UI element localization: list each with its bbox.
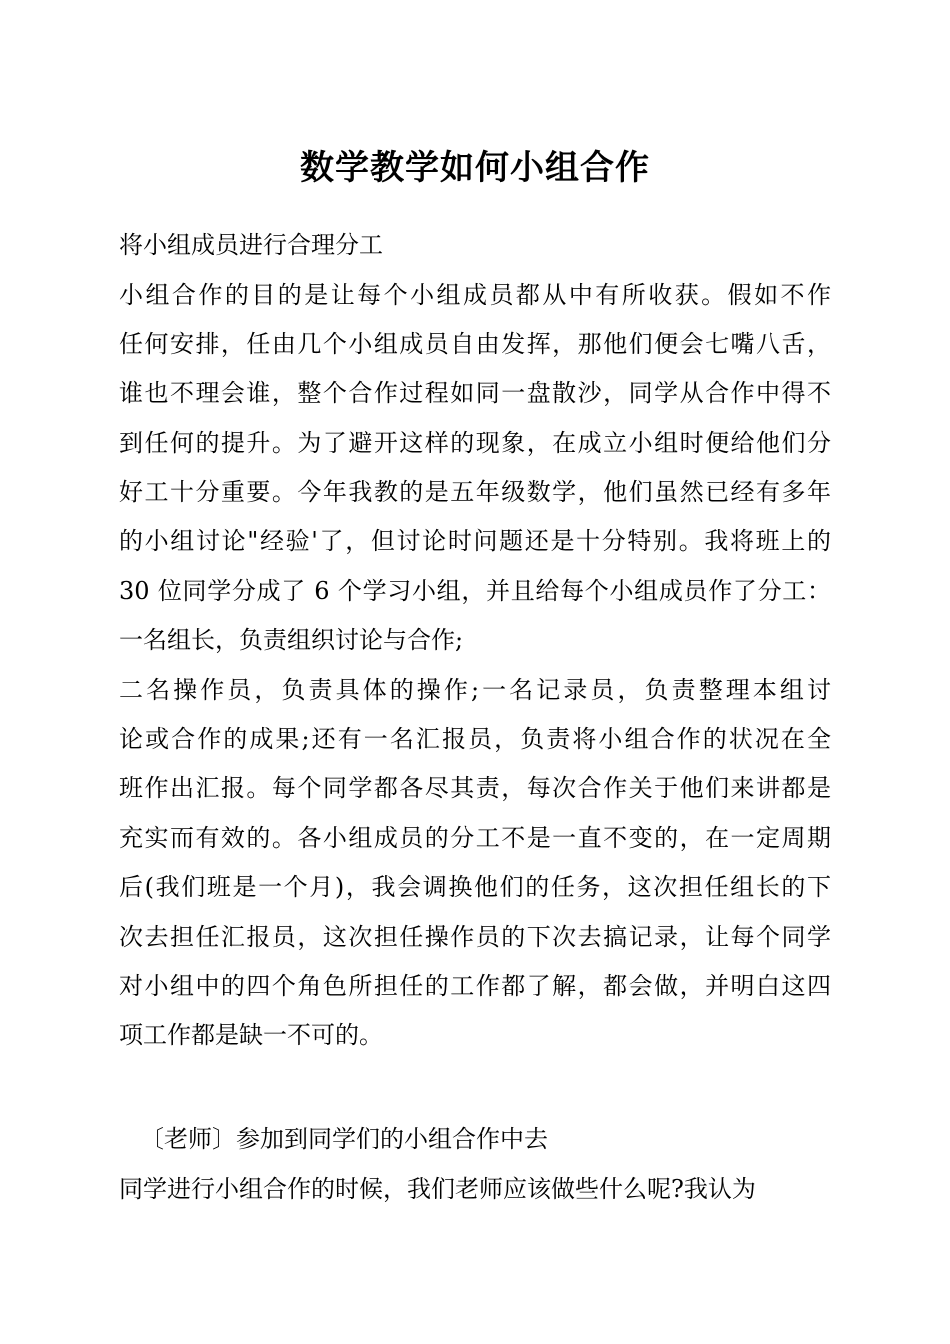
paragraph-line: 充实而有效的。各小组成员的分工不是一直不变的，在一定周期: [119, 824, 831, 852]
section-heading: 将小组成员进行合理分工: [119, 231, 383, 259]
paragraph-line: 谁也不理会谁，整个合作过程如同一盘散沙，同学从合作中得不: [119, 379, 831, 407]
paragraph-line: 对小组中的四个角色所担任的工作都了解，都会做，并明白这四: [119, 972, 831, 1000]
paragraph-line: 到任何的提升。为了避开这样的现象，在成立小组时便给他们分: [119, 429, 831, 457]
paragraph-line: 后(我们班是一个月)，我会调换他们的任务，这次担任组长的下: [119, 873, 831, 901]
paragraph-line: 同学进行小组合作的时候，我们老师应该做些什么呢?我认为: [119, 1175, 756, 1203]
paragraph-line: 一名组长，负责组织讨论与合作;: [119, 626, 464, 654]
paragraph-line: 项工作都是缺一不可的。: [119, 1021, 383, 1049]
paragraph-line: 小组合作的目的是让每个小组成员都从中有所收获。假如不作: [119, 281, 831, 309]
section-heading: 〔老师〕参加到同学们的小组合作中去: [140, 1125, 548, 1153]
paragraph-line: 的小组讨论"经验'了，但讨论时问题还是十分特别。我将班上的: [119, 527, 831, 555]
paragraph-line: 好工十分重要。今年我教的是五年级数学，他们虽然已经有多年: [119, 478, 831, 506]
document-title: 数学教学如何小组合作: [300, 148, 650, 188]
paragraph-line: 二名操作员，负责具体的操作;一名记录员，负责整理本组讨: [119, 676, 831, 704]
paragraph-line: 30 位同学分成了 6 个学习小组，并且给每个小组成员作了分工：: [119, 577, 831, 605]
paragraph-line: 班作出汇报。每个同学都各尽其责，每次合作关于他们来讲都是: [119, 774, 831, 802]
paragraph-line: 任何安排，任由几个小组成员自由发挥，那他们便会七嘴八舌，: [119, 330, 831, 358]
paragraph-line: 次去担任汇报员，这次担任操作员的下次去搞记录，让每个同学: [119, 923, 831, 951]
paragraph-line: 论或合作的成果;还有一名汇报员，负责将小组合作的状况在全: [119, 725, 831, 753]
